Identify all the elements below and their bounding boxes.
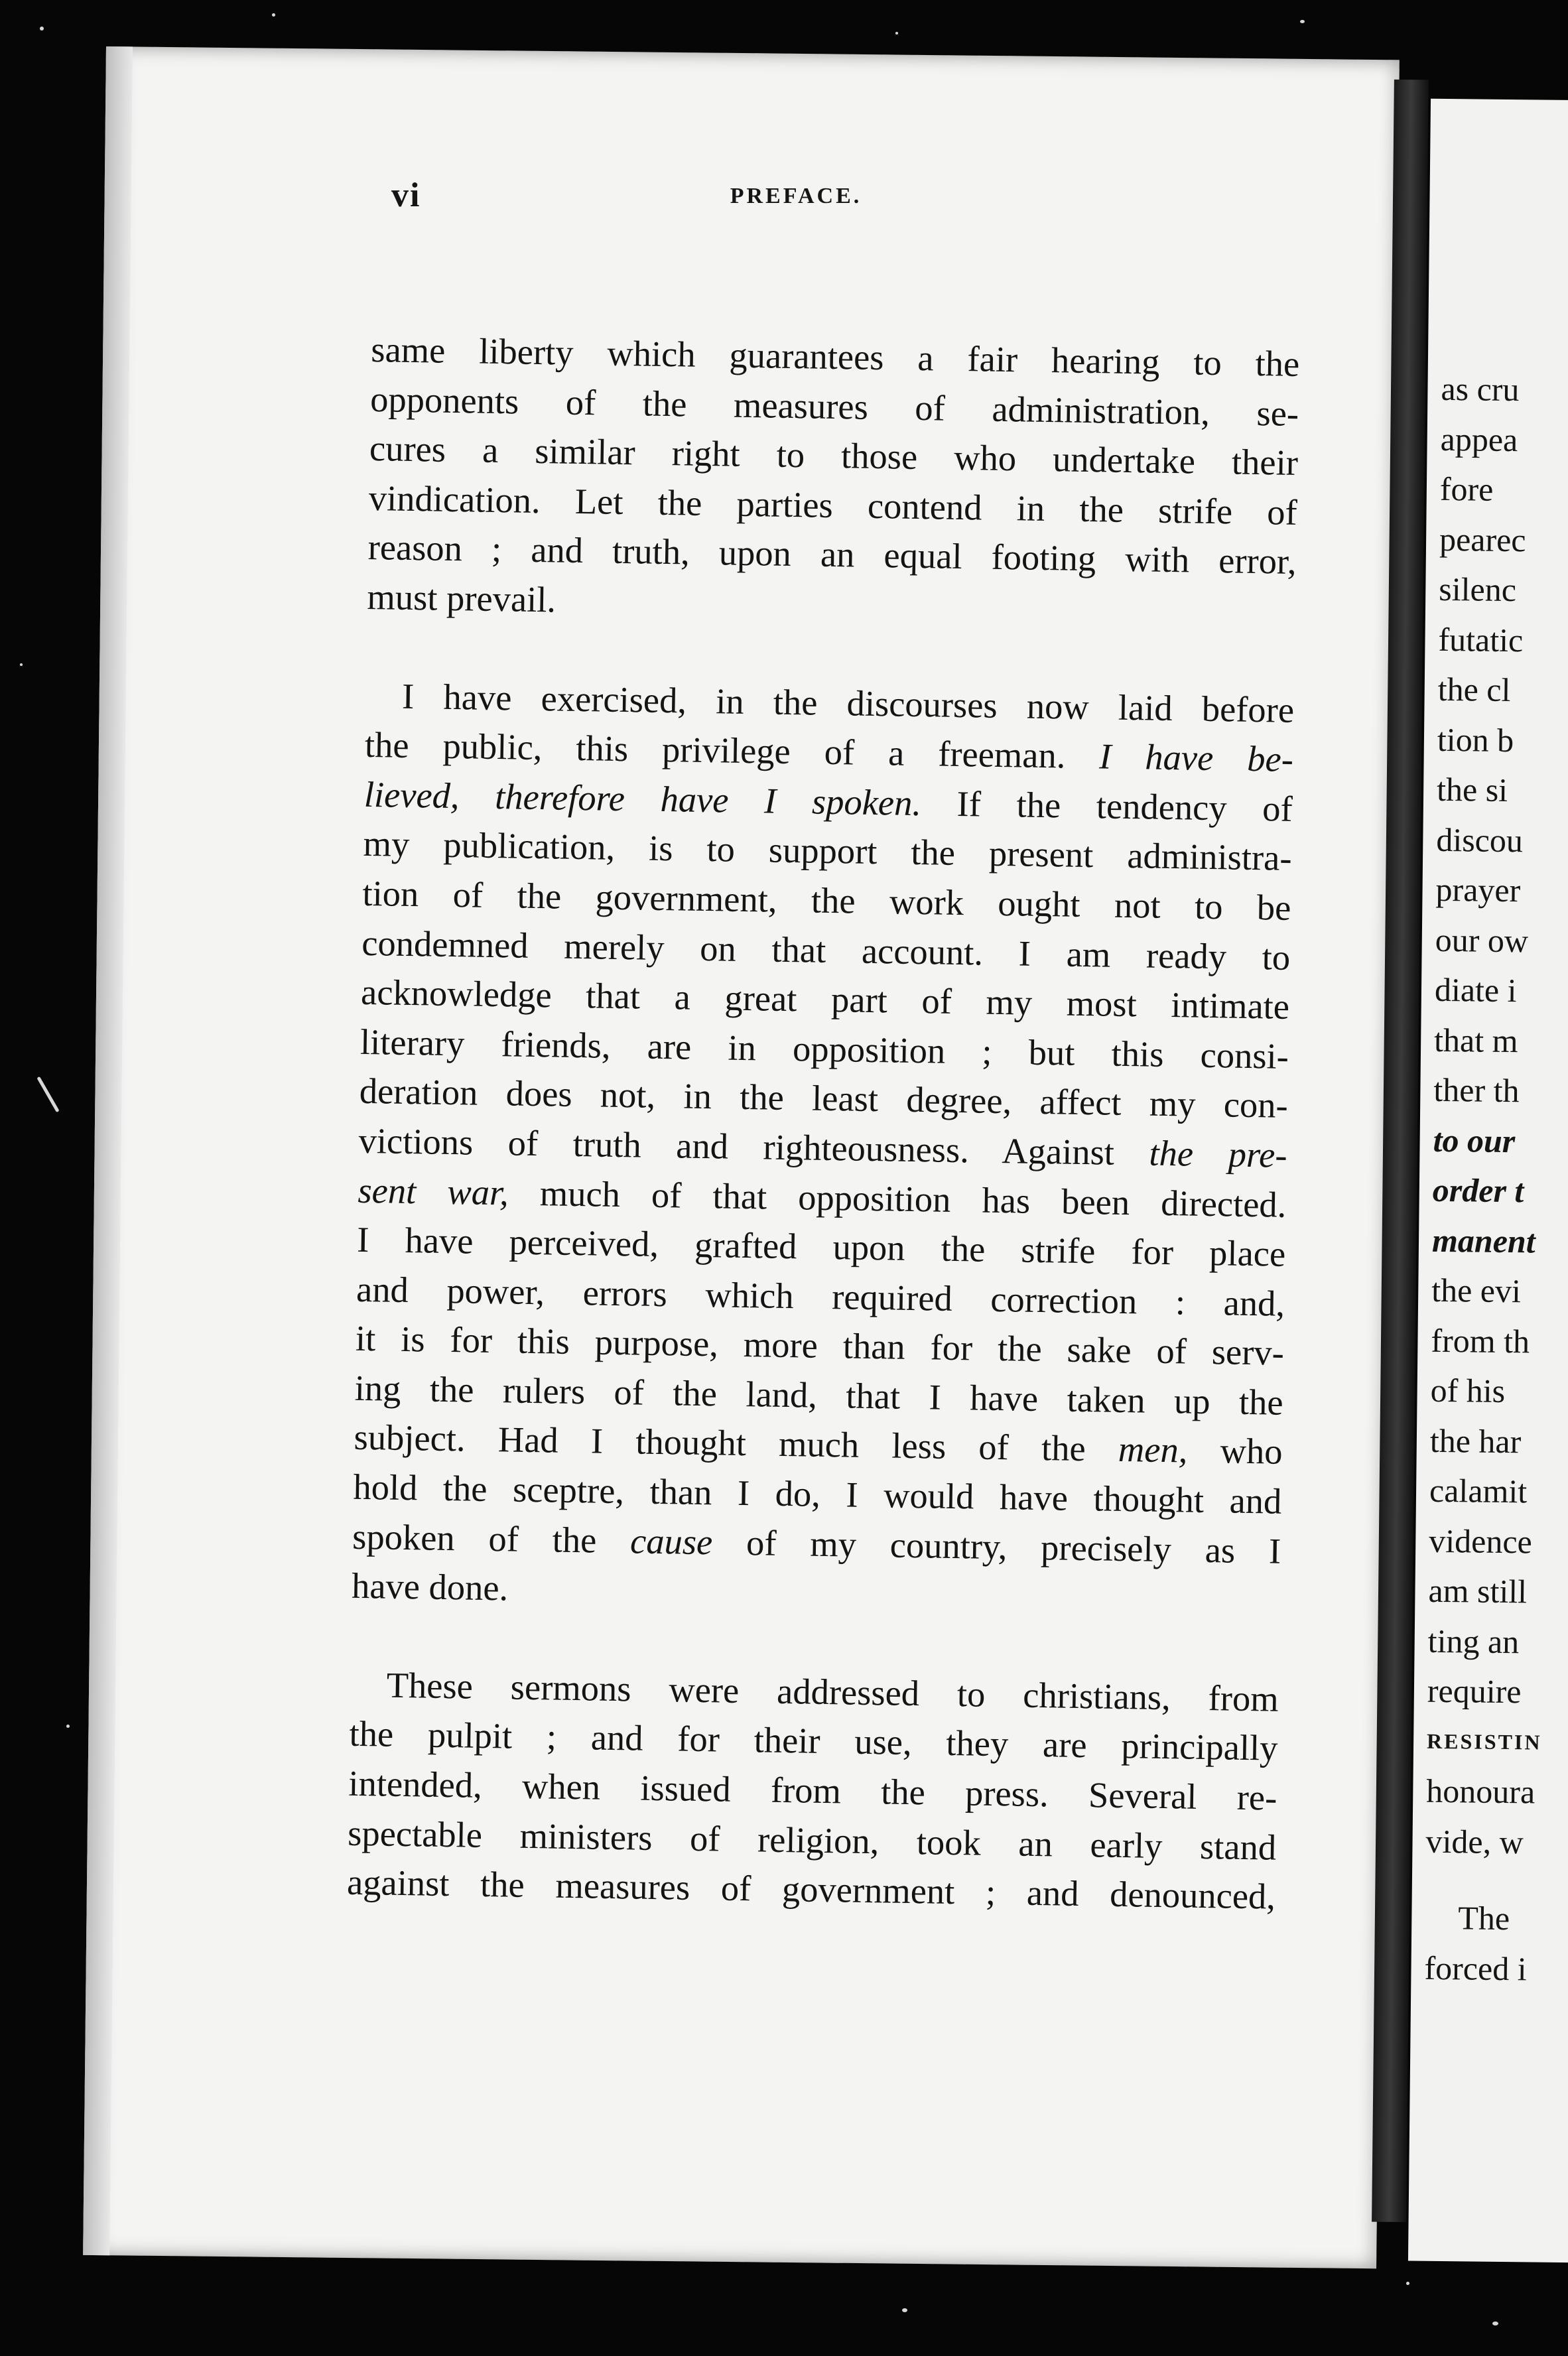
italic-run: cause (629, 1520, 713, 1562)
right-line: manent (1431, 1221, 1535, 1260)
text-run: subject. Had I thought much less of the (354, 1417, 1119, 1470)
italic-run: men, (1118, 1429, 1188, 1471)
scan-speck (902, 2308, 907, 2312)
text-line: I have perceived, grafted upon the strife for place (356, 1218, 1286, 1274)
text-run: victions of truth and righteousness. Against (358, 1120, 1150, 1173)
text-line: must prevail. (367, 576, 556, 620)
right-line: forced i (1424, 1949, 1527, 1987)
right-line: RESISTIN (1426, 1729, 1542, 1754)
right-line: our ow (1435, 921, 1529, 959)
scan-speck (40, 27, 44, 31)
right-line: to our (1433, 1121, 1516, 1159)
page-edge-shadow (83, 46, 133, 2255)
right-line: ting an (1427, 1622, 1520, 1660)
right-line: am still (1428, 1571, 1528, 1610)
right-line: from th (1431, 1321, 1530, 1360)
paragraph-1 (367, 325, 1300, 636)
right-line: order t (1432, 1171, 1524, 1210)
text-line: condemned merely on that account. I am ready to (361, 922, 1291, 978)
scan-speck (895, 32, 898, 34)
text-line: literary friends, are in opposition ; but this consi- (359, 1021, 1289, 1077)
paragraph-3 (347, 1660, 1279, 1922)
text-line: hold the sceptre, than I do, I would have thought and (353, 1466, 1282, 1522)
right-line: tion b (1437, 720, 1514, 759)
right-line: vidence (1429, 1522, 1533, 1560)
right-line: honoura (1426, 1772, 1535, 1811)
right-line: discou (1436, 820, 1524, 859)
text-run: of my country, precisely as I (712, 1521, 1281, 1571)
right-page (1408, 99, 1568, 2263)
text-line: deration does not, in the least degree, affect my con- (359, 1071, 1289, 1126)
text-run: the public, this privilege of a freeman. (364, 724, 1100, 777)
right-line: the har (1429, 1421, 1522, 1460)
right-line: prayer (1435, 870, 1521, 909)
right-line: pearec (1439, 520, 1526, 558)
scan-speck (1492, 2322, 1498, 2325)
text-line: same liberty which guarantees a fair hearing to the (370, 328, 1300, 384)
running-head: PREFACE. (730, 184, 862, 208)
text-line: ing the rulers of the land, that I have taken up the (354, 1367, 1284, 1423)
text-line: tion of the government, the work ought not to be (362, 872, 1291, 928)
text-line: I have exercised, in the discourses now laid before (401, 675, 1295, 730)
right-line: ther th (1433, 1071, 1520, 1110)
right-line: silenc (1439, 570, 1517, 609)
right-page-text (1424, 364, 1556, 1995)
text-run: spoken of the (352, 1516, 631, 1561)
italic-run: lieved, therefore have I spoken. (363, 773, 922, 823)
right-line: the si (1436, 770, 1508, 809)
italic-run: the pre- (1149, 1132, 1288, 1175)
text-run: much of that opposition has been directed. (508, 1171, 1287, 1225)
text-line: These sermons were addressed to christians, from (386, 1664, 1279, 1719)
text-line: against the measures of government ; and denounced, (346, 1861, 1276, 1917)
scan-speck (272, 13, 275, 17)
text-line: acknowledge that a great part of my most intimate (360, 972, 1290, 1027)
paragraph-gap (1425, 1866, 1541, 1894)
scan-speck (66, 1725, 70, 1728)
right-line: require (1427, 1671, 1522, 1711)
scan-speck (20, 663, 23, 666)
preface-body (346, 325, 1299, 1971)
text-line: cures a similar right to those who undertake their (369, 428, 1299, 484)
text-line: spectable ministers of religion, took an early stand (347, 1812, 1277, 1868)
scan-speck (1300, 20, 1305, 23)
scan-speck (36, 1077, 59, 1112)
text-line: and power, errors which required correction : and, (356, 1268, 1285, 1324)
right-line: appea (1440, 420, 1518, 458)
scan-speck (1406, 2282, 1409, 2285)
text-line: my publication, is to support the present administra- (363, 823, 1293, 879)
page-number: vi (391, 176, 421, 214)
paragraph-2 (352, 671, 1295, 1625)
right-line: of his (1430, 1371, 1506, 1410)
right-line: vide, w (1425, 1822, 1524, 1861)
right-line: the evi (1431, 1271, 1522, 1310)
italic-run: I have be- (1098, 736, 1294, 780)
text-line: intended, when issued from the press. Several re- (348, 1762, 1277, 1818)
text-line: reason ; and truth, upon an equal footing with error, (367, 527, 1297, 582)
text-line: it is for this purpose, more than for the sake of serv- (355, 1318, 1285, 1374)
text-line: opponents of the measures of administration, se- (369, 378, 1299, 434)
right-line: The (1458, 1899, 1510, 1937)
right-line: diate i (1434, 970, 1517, 1010)
text-line: vindication. Let the parties contend in the strife of (368, 477, 1298, 533)
italic-run: sent war, (358, 1169, 509, 1212)
right-line: as cru (1441, 369, 1520, 409)
text-line: the pulpit ; and for their use, they are principally (349, 1713, 1278, 1769)
right-line: the cl (1437, 670, 1511, 709)
text-run: who (1187, 1430, 1283, 1473)
text-line: have done. (351, 1565, 509, 1608)
right-line: futatic (1438, 620, 1524, 659)
right-line: calamit (1429, 1471, 1528, 1510)
right-line: that m (1433, 1021, 1518, 1059)
text-run: If the tendency of (921, 782, 1293, 829)
right-line: fore (1439, 470, 1494, 508)
